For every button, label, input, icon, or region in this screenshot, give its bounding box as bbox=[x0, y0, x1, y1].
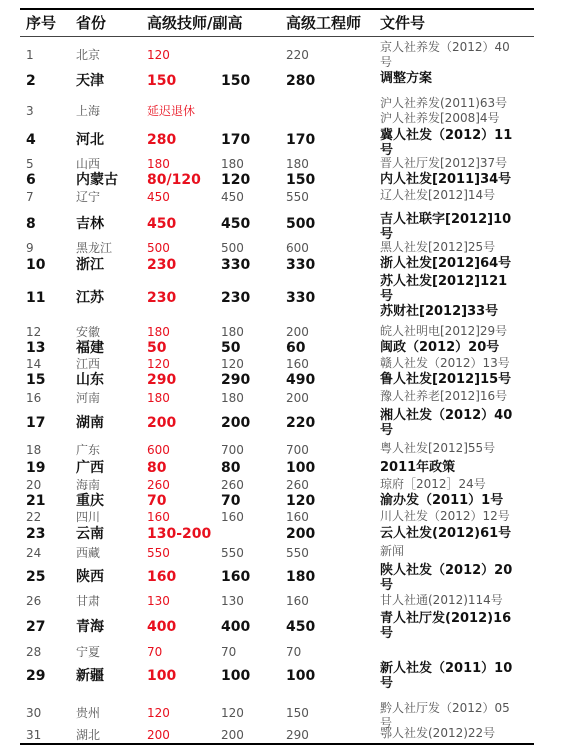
senior-technician-amount: 160 bbox=[147, 510, 170, 524]
province-cell: 江苏 bbox=[76, 290, 104, 306]
table-row bbox=[20, 188, 534, 206]
row-number: 1 bbox=[26, 48, 34, 62]
deputy-senior-amount: 450 bbox=[221, 216, 251, 232]
deputy-senior-amount: 180 bbox=[221, 391, 244, 405]
row-number: 22 bbox=[26, 510, 42, 524]
deputy-senior-amount: 330 bbox=[221, 257, 251, 273]
senior-technician-amount: 450 bbox=[147, 216, 177, 232]
table-row bbox=[20, 156, 534, 172]
deputy-senior-amount: 70 bbox=[221, 493, 241, 509]
header-province: 省份 bbox=[76, 14, 107, 32]
document-number-line: 辽人社发[2012]14号 bbox=[380, 188, 496, 202]
province-cell: 山西 bbox=[76, 157, 101, 171]
deputy-senior-amount: 70 bbox=[221, 645, 237, 659]
header-document: 文件号 bbox=[380, 14, 426, 32]
province-cell: 广东 bbox=[76, 443, 101, 457]
document-number-line: 黑人社发[2012]25号 bbox=[380, 240, 496, 254]
document-number-cell bbox=[380, 441, 495, 456]
deputy-senior-amount: 400 bbox=[221, 619, 251, 635]
document-number-cell bbox=[380, 389, 507, 404]
senior-technician-amount: 180 bbox=[147, 325, 170, 339]
row-number: 6 bbox=[26, 172, 36, 188]
row-number: 8 bbox=[26, 216, 36, 232]
document-number-line: 赣人社发（2012）13号 bbox=[380, 356, 510, 370]
province-cell: 云南 bbox=[76, 526, 104, 542]
province-cell: 四川 bbox=[76, 510, 101, 524]
deputy-senior-amount: 160 bbox=[221, 510, 244, 524]
deputy-senior-amount: 550 bbox=[221, 546, 244, 560]
document-number-line: 新人社发（2011）10 bbox=[380, 661, 513, 676]
table-row bbox=[20, 611, 534, 642]
province-cell: 上海 bbox=[76, 104, 101, 118]
senior-technician-amount: 180 bbox=[147, 157, 170, 171]
document-number-cell bbox=[380, 509, 510, 524]
senior-technician-amount: 150 bbox=[147, 73, 177, 89]
row-number: 14 bbox=[26, 357, 42, 371]
province-cell: 广西 bbox=[76, 460, 104, 476]
province-cell: 西藏 bbox=[76, 546, 101, 560]
header-senior-technician: 高级技师/副高 bbox=[147, 14, 243, 32]
document-number-line: 云人社发(2012)61号 bbox=[380, 526, 512, 541]
document-number-line: 吉人社联字[2012]10 bbox=[380, 212, 512, 227]
senior-technician-amount: 70 bbox=[147, 645, 163, 659]
header-no: 序号 bbox=[26, 14, 57, 32]
senior-technician-amount: 100 bbox=[147, 668, 177, 684]
document-number-line: 粤人社发[2012]55号 bbox=[380, 441, 496, 455]
table-row bbox=[20, 661, 534, 699]
province-cell: 辽宁 bbox=[76, 190, 101, 204]
document-number-line: 黔人社厅发（2012）05 bbox=[380, 701, 510, 715]
row-number: 9 bbox=[26, 241, 34, 255]
header-senior-engineer: 高级工程师 bbox=[286, 14, 362, 32]
deputy-senior-amount: 120 bbox=[221, 172, 251, 188]
row-number: 29 bbox=[26, 668, 46, 684]
table-row bbox=[20, 212, 534, 242]
province-cell: 海南 bbox=[76, 478, 101, 492]
senior-technician-amount: 550 bbox=[147, 546, 170, 560]
table-row bbox=[20, 172, 534, 188]
table-row bbox=[20, 493, 534, 509]
document-number-cell bbox=[380, 274, 507, 319]
senior-engineer-amount: 330 bbox=[286, 257, 316, 273]
row-number: 2 bbox=[26, 73, 36, 89]
document-number-cell bbox=[380, 71, 432, 86]
document-number-cell bbox=[380, 611, 511, 641]
row-number: 31 bbox=[26, 728, 42, 742]
document-number-cell bbox=[380, 460, 455, 475]
document-number-cell bbox=[380, 96, 507, 126]
table-row bbox=[20, 256, 534, 274]
table-row bbox=[20, 71, 534, 93]
senior-engineer-amount: 450 bbox=[286, 619, 316, 635]
document-number-cell bbox=[380, 477, 486, 492]
senior-technician-amount: 120 bbox=[147, 48, 170, 62]
deputy-senior-amount: 200 bbox=[221, 415, 251, 431]
document-number-line: 新闻 bbox=[380, 544, 405, 558]
document-number-line: 皖人社明电[2012]29号 bbox=[380, 324, 508, 338]
table-row bbox=[20, 96, 534, 126]
deputy-senior-amount: 120 bbox=[221, 706, 244, 720]
document-number-line: 渝办发（2011）1号 bbox=[380, 493, 504, 508]
senior-engineer-amount: 70 bbox=[286, 645, 302, 659]
table-row bbox=[20, 460, 534, 476]
senior-technician-amount: 120 bbox=[147, 706, 170, 720]
senior-engineer-amount: 180 bbox=[286, 569, 316, 585]
deputy-senior-amount: 130 bbox=[221, 594, 244, 608]
document-number-line: 琼府［2012］24号 bbox=[380, 477, 486, 491]
senior-engineer-amount: 550 bbox=[286, 190, 309, 204]
table-row bbox=[20, 372, 534, 388]
deputy-senior-amount: 180 bbox=[221, 157, 244, 171]
document-number-cell bbox=[380, 128, 512, 158]
province-cell: 贵州 bbox=[76, 706, 101, 720]
senior-technician-amount: 290 bbox=[147, 372, 177, 388]
document-number-line: 沪人社养发[2008]4号 bbox=[380, 111, 500, 125]
deputy-senior-amount: 450 bbox=[221, 190, 244, 204]
senior-technician-amount: 200 bbox=[147, 415, 177, 431]
row-number: 3 bbox=[26, 104, 34, 118]
table-row bbox=[20, 40, 534, 68]
row-number: 24 bbox=[26, 546, 42, 560]
document-number-line: 号 bbox=[380, 626, 394, 641]
document-number-cell bbox=[380, 563, 512, 593]
row-number: 27 bbox=[26, 619, 46, 635]
senior-engineer-amount: 200 bbox=[286, 391, 309, 405]
document-number-cell bbox=[380, 726, 495, 741]
document-number-line: 号 bbox=[380, 55, 393, 69]
document-number-line: 川人社发（2012）12号 bbox=[380, 509, 510, 523]
document-number-cell bbox=[380, 593, 503, 608]
document-number-cell bbox=[380, 240, 495, 255]
province-cell: 湖南 bbox=[76, 415, 104, 431]
document-number-cell bbox=[380, 172, 511, 187]
deputy-senior-amount: 120 bbox=[221, 357, 244, 371]
document-number-line: 鄂人社发(2012)22号 bbox=[380, 726, 496, 740]
senior-technician-amount: 260 bbox=[147, 478, 170, 492]
document-number-cell bbox=[380, 188, 495, 203]
deputy-senior-amount: 230 bbox=[221, 290, 251, 306]
province-cell: 浙江 bbox=[76, 257, 104, 273]
table-row bbox=[20, 726, 534, 744]
senior-engineer-amount: 700 bbox=[286, 443, 309, 457]
table-row bbox=[20, 544, 534, 562]
province-cell: 吉林 bbox=[76, 216, 104, 232]
row-number: 10 bbox=[26, 257, 46, 273]
province-cell: 新疆 bbox=[76, 668, 104, 684]
table-row bbox=[20, 240, 534, 256]
deputy-senior-amount: 290 bbox=[221, 372, 251, 388]
senior-technician-amount: 230 bbox=[147, 290, 177, 306]
document-number-cell bbox=[380, 408, 512, 438]
document-number-line: 沪人社养发(2011)63号 bbox=[380, 96, 508, 110]
document-number-cell bbox=[380, 324, 507, 339]
senior-technician-amount: 280 bbox=[147, 132, 177, 148]
senior-technician-amount: 70 bbox=[147, 493, 167, 509]
document-number-line: 湘人社发（2012）40 bbox=[380, 408, 513, 423]
deputy-senior-amount: 500 bbox=[221, 241, 244, 255]
row-number: 28 bbox=[26, 645, 42, 659]
senior-technician-amount: 180 bbox=[147, 391, 170, 405]
document-number-cell bbox=[380, 544, 404, 559]
table-row bbox=[20, 408, 534, 438]
deputy-senior-amount: 180 bbox=[221, 325, 244, 339]
document-number-line: 晋人社厅发[2012]37号 bbox=[380, 156, 508, 170]
table-row bbox=[20, 644, 534, 661]
document-number-line: 豫人社养老[2012]16号 bbox=[380, 389, 508, 403]
province-cell: 江西 bbox=[76, 357, 101, 371]
senior-technician-amount: 50 bbox=[147, 340, 167, 356]
deputy-senior-amount: 160 bbox=[221, 569, 251, 585]
province-cell: 天津 bbox=[76, 73, 104, 89]
document-number-line: 陕人社发（2012）20 bbox=[380, 563, 513, 578]
senior-engineer-amount: 200 bbox=[286, 526, 316, 542]
document-number-line: 青人社厅发(2012)16 bbox=[380, 611, 512, 626]
senior-technician-amount: 80/120 bbox=[147, 172, 201, 188]
document-number-line: 甘人社通(2012)114号 bbox=[380, 593, 503, 607]
deputy-senior-amount: 50 bbox=[221, 340, 241, 356]
table-header-row bbox=[20, 12, 534, 34]
senior-technician-amount: 600 bbox=[147, 443, 170, 457]
table-row bbox=[20, 563, 534, 591]
senior-engineer-amount: 260 bbox=[286, 478, 309, 492]
senior-engineer-amount: 160 bbox=[286, 594, 309, 608]
province-cell: 湖北 bbox=[76, 728, 101, 742]
document-number-cell bbox=[380, 661, 512, 691]
deputy-senior-amount: 150 bbox=[221, 73, 251, 89]
row-number: 20 bbox=[26, 478, 42, 492]
table-top-rule bbox=[20, 8, 534, 10]
document-number-line: 鲁人社发[2012]15号 bbox=[380, 372, 512, 387]
deputy-senior-amount: 80 bbox=[221, 460, 241, 476]
document-number-line: 号 bbox=[380, 578, 394, 593]
senior-technician-amount: 120 bbox=[147, 357, 170, 371]
senior-technician-amount: 130-200 bbox=[147, 526, 212, 542]
table-row bbox=[20, 701, 534, 730]
document-number-cell bbox=[380, 212, 511, 242]
province-cell: 安徽 bbox=[76, 325, 101, 339]
senior-technician-amount: 500 bbox=[147, 241, 170, 255]
table-row bbox=[20, 441, 534, 459]
senior-engineer-amount: 160 bbox=[286, 510, 309, 524]
table-row bbox=[20, 389, 534, 407]
row-number: 16 bbox=[26, 391, 42, 405]
province-cell: 甘肃 bbox=[76, 594, 101, 608]
province-cell: 河北 bbox=[76, 132, 104, 148]
document-number-line: 内人社发[2011]34号 bbox=[380, 172, 512, 187]
table-row bbox=[20, 356, 534, 372]
document-number-cell bbox=[380, 340, 499, 355]
senior-engineer-amount: 550 bbox=[286, 546, 309, 560]
row-number: 21 bbox=[26, 493, 46, 509]
senior-engineer-amount: 600 bbox=[286, 241, 309, 255]
row-number: 4 bbox=[26, 132, 36, 148]
document-number-line: 闽政（2012）20号 bbox=[380, 340, 500, 355]
document-number-line: 号 bbox=[380, 289, 394, 304]
senior-technician-amount: 200 bbox=[147, 728, 170, 742]
row-number: 15 bbox=[26, 372, 46, 388]
row-number: 7 bbox=[26, 190, 34, 204]
senior-engineer-amount: 120 bbox=[286, 493, 316, 509]
table-row bbox=[20, 509, 534, 525]
table-row bbox=[20, 324, 534, 340]
document-number-cell bbox=[380, 156, 507, 171]
row-number: 11 bbox=[26, 290, 46, 306]
senior-engineer-amount: 180 bbox=[286, 157, 309, 171]
province-cell: 北京 bbox=[76, 48, 101, 62]
document-number-line: 浙人社发[2012]64号 bbox=[380, 256, 512, 271]
document-number-line: 号 bbox=[380, 143, 394, 158]
senior-technician-amount: 450 bbox=[147, 190, 170, 204]
province-cell: 福建 bbox=[76, 340, 104, 356]
table-row bbox=[20, 526, 534, 543]
row-number: 30 bbox=[26, 706, 42, 720]
document-number-line: 号 bbox=[380, 227, 394, 242]
province-cell: 重庆 bbox=[76, 493, 104, 509]
senior-technician-amount: 130 bbox=[147, 594, 170, 608]
deputy-senior-amount: 200 bbox=[221, 728, 244, 742]
document-number-line: 调整方案 bbox=[380, 71, 433, 86]
table-row bbox=[20, 340, 534, 356]
senior-engineer-amount: 160 bbox=[286, 357, 309, 371]
deputy-senior-amount: 100 bbox=[221, 668, 251, 684]
senior-engineer-amount: 220 bbox=[286, 48, 309, 62]
table-row bbox=[20, 274, 534, 322]
row-number: 5 bbox=[26, 157, 34, 171]
row-number: 18 bbox=[26, 443, 42, 457]
document-number-cell bbox=[380, 256, 511, 271]
document-number-line: 2011年政策 bbox=[380, 460, 456, 475]
province-cell: 山东 bbox=[76, 372, 104, 388]
row-number: 25 bbox=[26, 569, 46, 585]
senior-engineer-amount: 330 bbox=[286, 290, 316, 306]
province-cell: 内蒙古 bbox=[76, 172, 118, 188]
province-cell: 宁夏 bbox=[76, 645, 101, 659]
row-number: 17 bbox=[26, 415, 46, 431]
document-number-line: 苏人社发[2012]121 bbox=[380, 274, 508, 289]
row-number: 23 bbox=[26, 526, 46, 542]
senior-technician-amount: 160 bbox=[147, 569, 177, 585]
row-number: 19 bbox=[26, 460, 46, 476]
province-cell: 陕西 bbox=[76, 569, 104, 585]
document-number-cell bbox=[380, 526, 511, 541]
senior-engineer-amount: 150 bbox=[286, 172, 316, 188]
senior-engineer-amount: 220 bbox=[286, 415, 316, 431]
deputy-senior-amount: 170 bbox=[221, 132, 251, 148]
deputy-senior-amount: 700 bbox=[221, 443, 244, 457]
senior-engineer-amount: 170 bbox=[286, 132, 316, 148]
senior-technician-amount: 80 bbox=[147, 460, 167, 476]
document-number-cell bbox=[380, 372, 511, 387]
document-number-line: 京人社养发（2012）40 bbox=[380, 40, 510, 54]
senior-technician-amount: 400 bbox=[147, 619, 177, 635]
senior-engineer-amount: 100 bbox=[286, 668, 316, 684]
table-row bbox=[20, 477, 534, 493]
document-number-line: 号 bbox=[380, 716, 393, 730]
province-cell: 河南 bbox=[76, 391, 101, 405]
document-number-line: 苏财社[2012]33号 bbox=[380, 304, 499, 319]
senior-engineer-amount: 150 bbox=[286, 706, 309, 720]
province-cell: 黑龙江 bbox=[76, 241, 113, 255]
document-number-cell bbox=[380, 356, 510, 371]
senior-engineer-amount: 100 bbox=[286, 460, 316, 476]
document-number-line: 号 bbox=[380, 676, 394, 691]
table-row bbox=[20, 593, 534, 610]
senior-technician-amount: 230 bbox=[147, 257, 177, 273]
document-number-cell bbox=[380, 40, 510, 70]
senior-engineer-amount: 200 bbox=[286, 325, 309, 339]
senior-technician-amount: 延迟退休 bbox=[147, 104, 196, 118]
province-cell: 青海 bbox=[76, 619, 104, 635]
senior-engineer-amount: 280 bbox=[286, 73, 316, 89]
senior-engineer-amount: 290 bbox=[286, 728, 309, 742]
document-number-cell bbox=[380, 493, 503, 508]
row-number: 12 bbox=[26, 325, 42, 339]
document-number-line: 号 bbox=[380, 423, 394, 438]
document-number-line: 冀人社发（2012）11 bbox=[380, 128, 513, 143]
senior-engineer-amount: 60 bbox=[286, 340, 306, 356]
row-number: 13 bbox=[26, 340, 46, 356]
senior-engineer-amount: 490 bbox=[286, 372, 316, 388]
row-number: 26 bbox=[26, 594, 42, 608]
table-row bbox=[20, 128, 534, 158]
deputy-senior-amount: 260 bbox=[221, 478, 244, 492]
senior-engineer-amount: 500 bbox=[286, 216, 316, 232]
table-header-rule bbox=[20, 36, 534, 37]
